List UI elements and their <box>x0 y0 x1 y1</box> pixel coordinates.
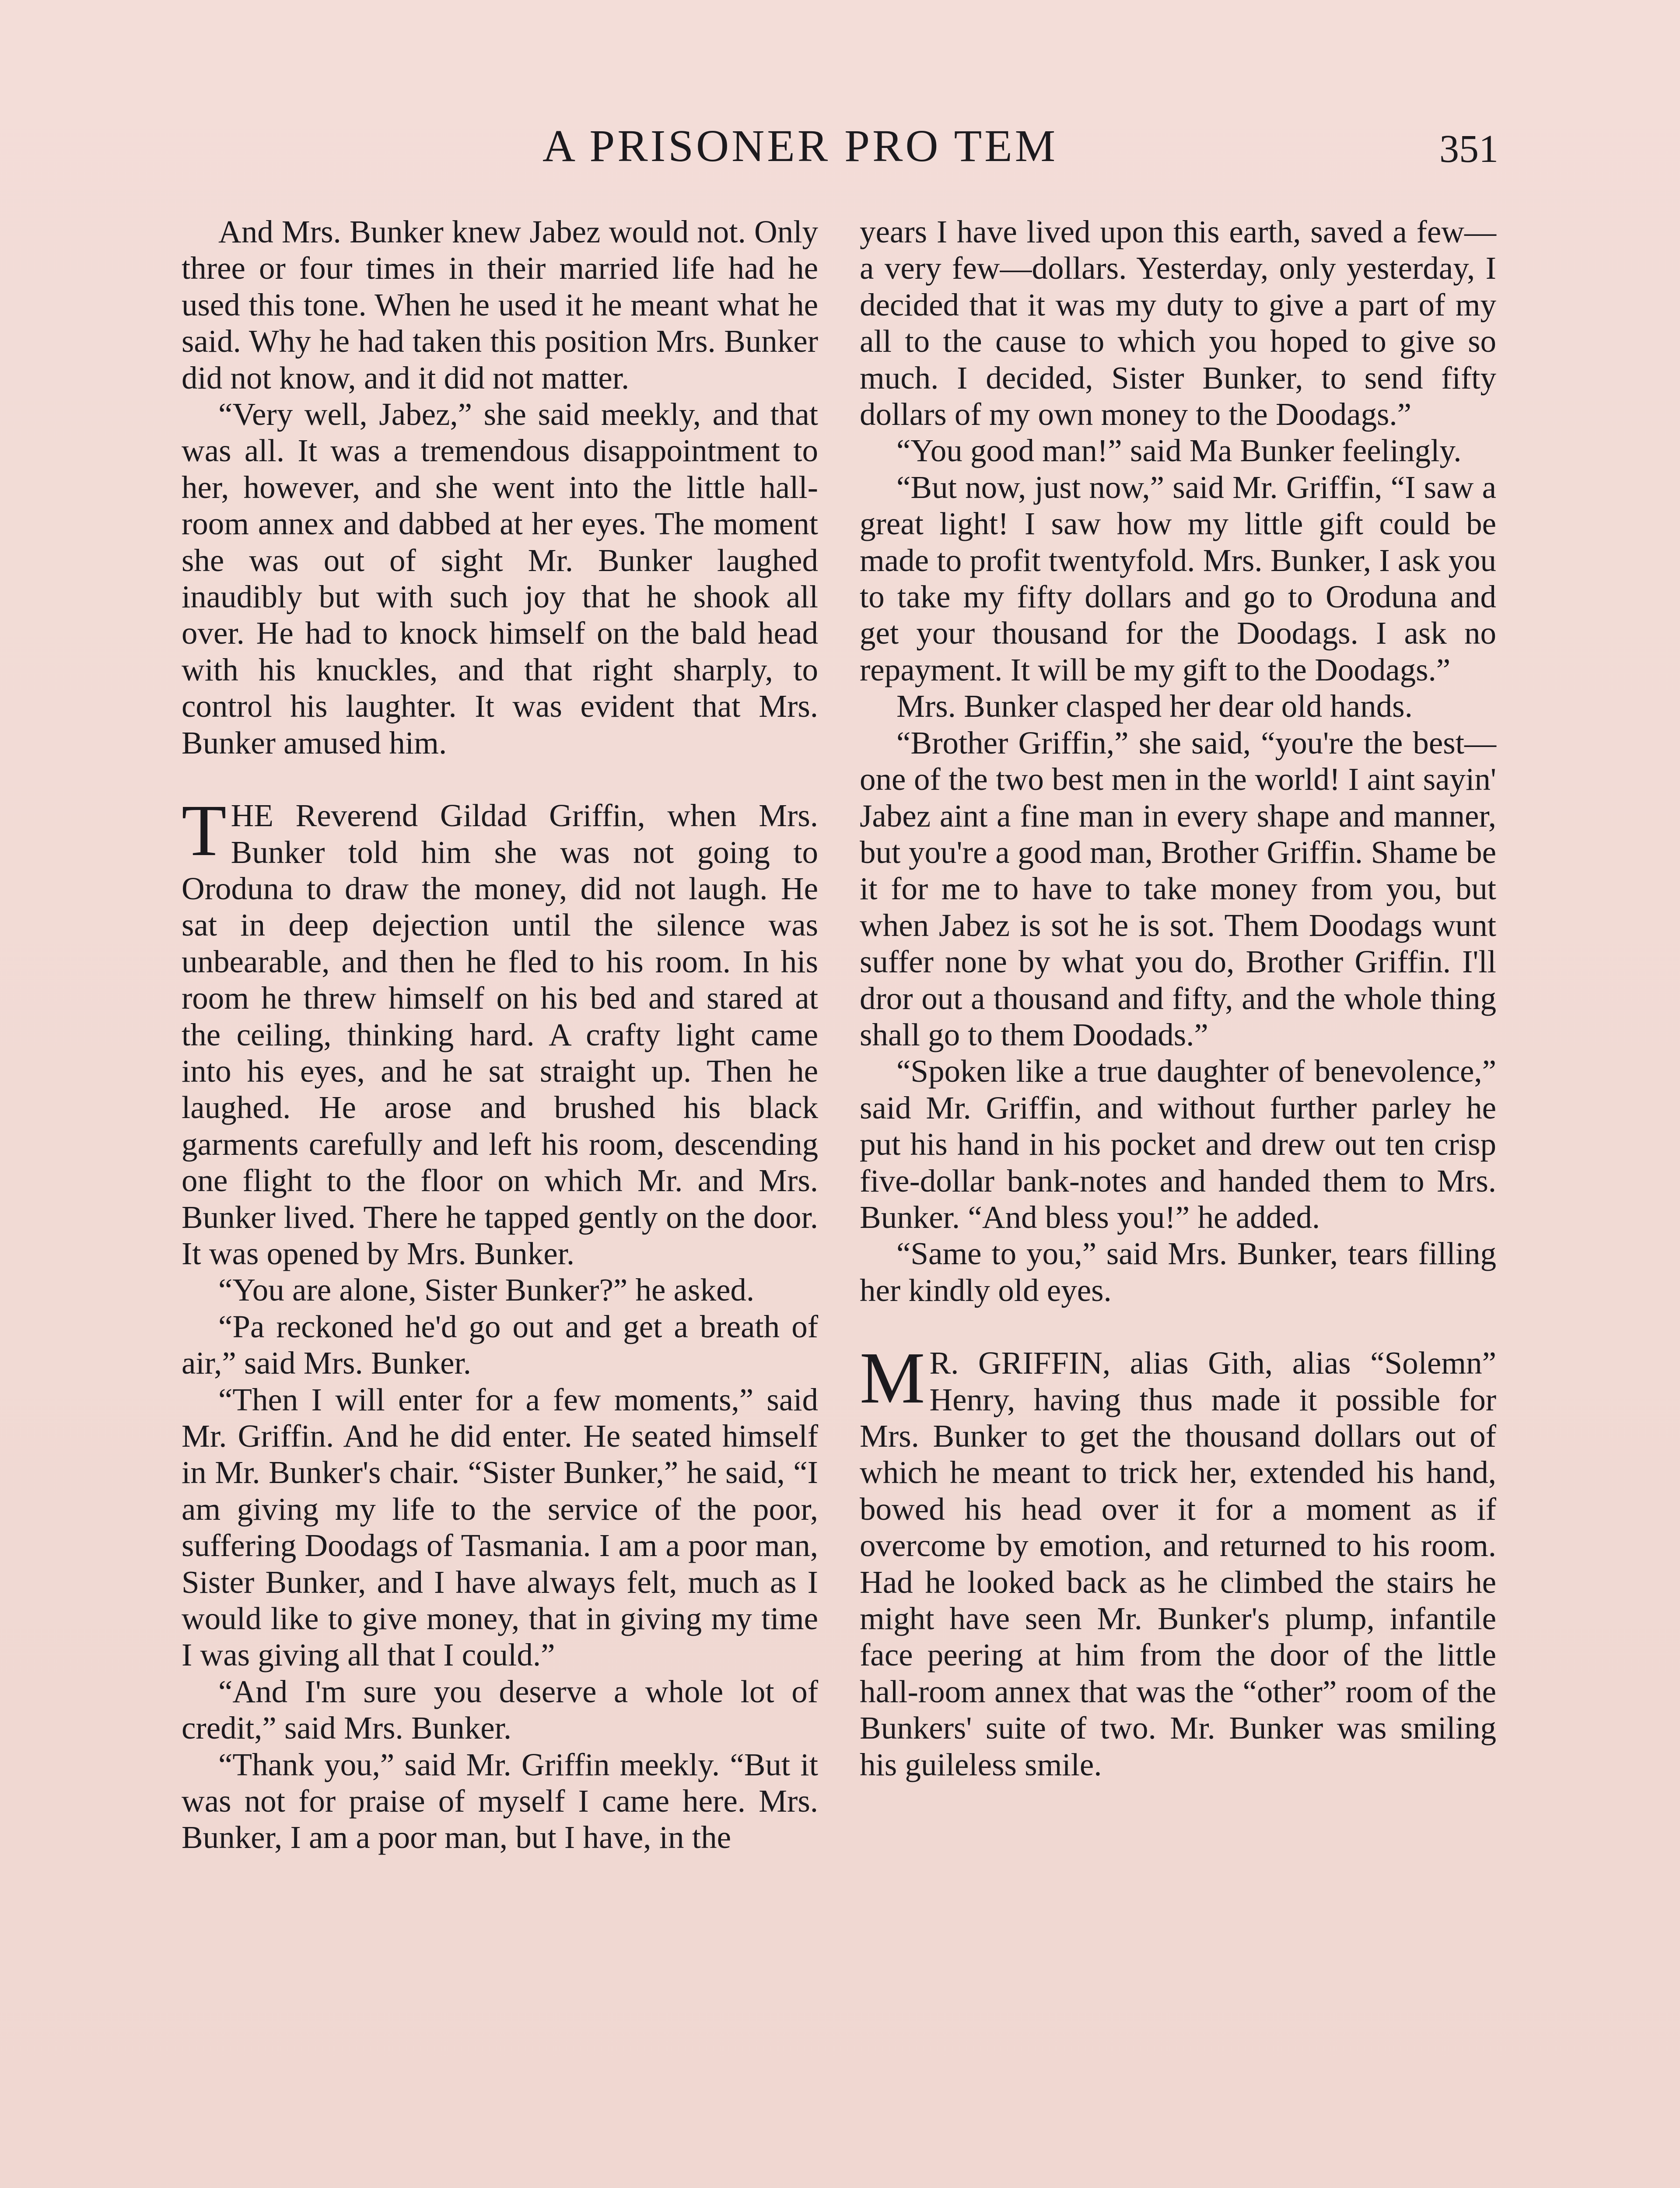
paragraph: “Very well, Jabez,” she said meekly, and that was all. It was a tremendous disappointment to her, however, and she went into the little hall-room annex and dabbed at her eyes. The moment she was out of sight Mr. Bunker laughed inaudibly but with such joy that he shook all over. He had to knock himself on the bald head with his knuckles, and that right sharply, to control his laughter. It was evident that Mrs. Bunker amused him. <box>182 396 818 761</box>
paragraph: Mrs. Bunker clasped her dear old hands. <box>896 688 1413 724</box>
paragraph: “But now, just now,” said Mr. Griffin, “I saw a great light! I saw how my little gift could be made to profit twentyfold. Mrs. Bunker, I ask you to take my fifty dollars and go to Oroduna and get your thousand for the Doodags. I ask no repayment. It will be my gift to the Doodags.” <box>860 469 1496 687</box>
running-head-title: A PRISONER PRO TEM <box>542 121 1058 171</box>
right-column <box>860 214 1496 1783</box>
paragraph: “You good man!” said Ma Bunker feelingly. <box>896 433 1462 469</box>
paragraph: “You are alone, Sister Bunker?” he asked. <box>218 1272 755 1308</box>
paragraph: “Spoken like a true daughter of benevolence,” said Mr. Griffin, and without further parley he put his hand in his pocket and drew out ten crisp five-dollar bank-notes and handed them to Mrs. Bunker. “And bless you!” he added. <box>860 1053 1496 1235</box>
left-column <box>182 214 818 1856</box>
section-paragraph <box>860 1337 1496 1783</box>
paragraph: “Pa reckoned he'd go out and get a breath of air,” said Mrs. Bunker. <box>182 1308 818 1381</box>
paragraph: “Then I will enter for a few moments,” said Mr. Griffin. And he did enter. He seated himself in Mr. Bunker's chair. “Sister Bunker,” he said, “I am giving my life to the service of the poor, suffering Doodags of Tasmania. I am a poor man, Sister Bunker, and I have always felt, much as I would like to give money, that in giving my time I was giving all that I could.” <box>182 1382 818 1673</box>
paragraph: “Same to you,” said Mrs. Bunker, tears filling her kindly old eyes. <box>860 1236 1496 1308</box>
section-paragraph <box>182 790 818 1272</box>
paragraph: And Mrs. Bunker knew Jabez would not. Only three or four times in their married life had he used this tone. When he used it he meant what he said. Why he had taken this position Mrs. Bunker did not know, and it did not matter. <box>182 214 818 396</box>
paragraph: “Brother Griffin,” she said, “you're the best—one of the two best men in the world! I aint sayin' Jabez aint a fine man in every shape and manner, but you're a good man, Brother Griffin. Shame be it for me to have to take money from you, but when Jabez is sot he is sot. Them Doodags wunt suffer none by what you do, Brother Griffin. I'll dror out a thousand and fifty, and the whole thing shall go to them Doodads.” <box>860 725 1496 1052</box>
paragraph-continued: years I have lived upon this earth, saved a few—a very few—dollars. Yesterday, only yesterday, I decided that it was my duty to give a part of my all to the cause to which you hoped to give so much. I decided, Sister Bunker, to send fifty dollars of my own money to the Doodags.” <box>860 214 1496 432</box>
page-number: 351 <box>1439 127 1498 171</box>
paragraph-text: R. GRIFFIN, alias Gith, alias “Solemn” Henry, having thus made it possible for Mrs. Bunker to get the thousand dollars out of which he meant to trick her, extended his hand, bowed his head over it for a moment as if overcome by emotion, and returned to his room. Had he looked back as he climbed the stairs he might have seen Mr. Bunker's plump, infantile face peering at him from the door of the little hall-room annex that was the “other” room of the Bunkers' suite of two. Mr. Bunker was smiling his guileless smile. <box>860 1345 1496 1782</box>
drop-cap: T <box>182 790 227 872</box>
paragraph: “Thank you,” said Mr. Griffin meekly. “But it was not for praise of myself I came here. Mrs. Bunker, I am a poor man, but I have, in the <box>182 1746 818 1855</box>
paragraph-text: HE Reverend Gildad Griffin, when Mrs. Bunker told him she was not going to Oroduna to draw the money, did not laugh. He sat in deep dejection until the silence was unbearable, and then he fled to his room. In his room he threw himself on his bed and stared at the ceiling, thinking hard. A crafty light came into his eyes, and he sat straight up. Then he laughed. He arose and brushed his black garments carefully and left his room, descending one flight to the floor on which Mr. and Mrs. Bunker lived. There he tapped gently on the door. It was opened by Mrs. Bunker. <box>182 798 818 1271</box>
paragraph: “And I'm sure you deserve a whole lot of credit,” said Mrs. Bunker. <box>182 1673 818 1746</box>
drop-cap: M <box>860 1337 925 1419</box>
